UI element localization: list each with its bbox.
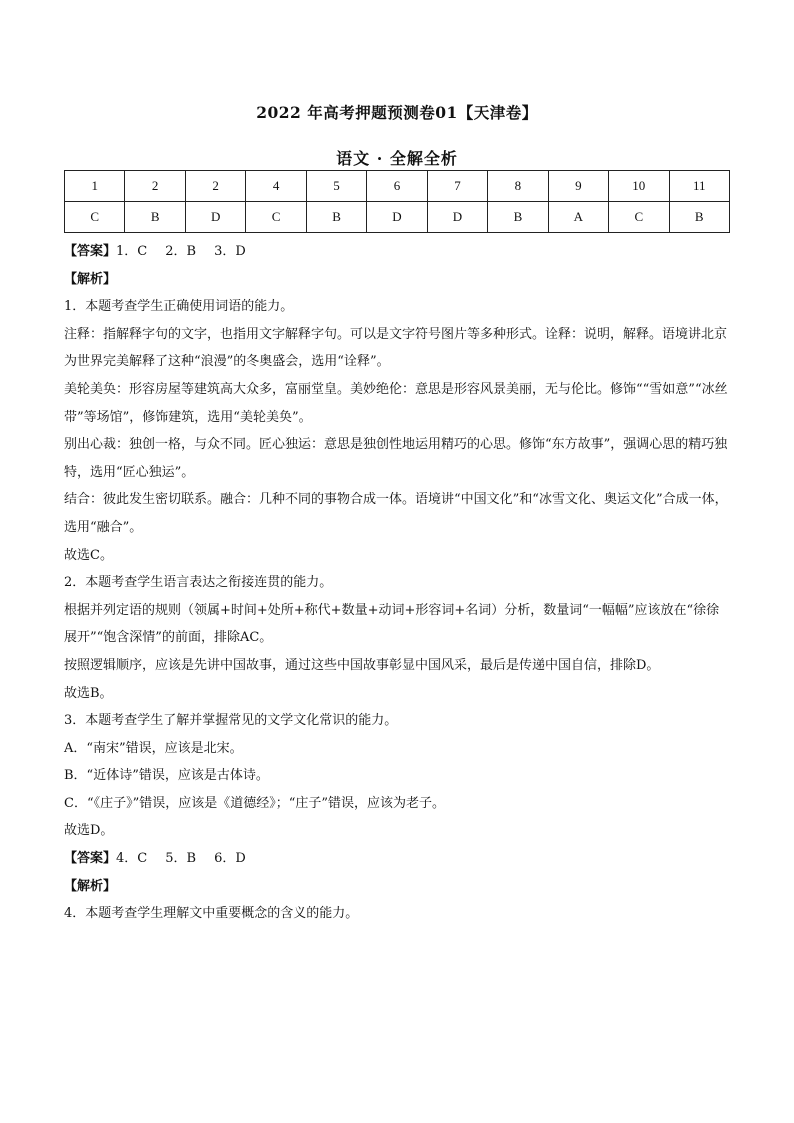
answer-item: 6．D (214, 851, 246, 867)
answer-line (64, 845, 730, 873)
answer-letter: B (488, 202, 548, 233)
answer-letter: D (185, 202, 245, 233)
answer-item: 1．C (116, 244, 148, 259)
analysis-label: 【解析】 (64, 271, 117, 287)
question-number: 10 (609, 171, 669, 202)
answer-item: 4．C (116, 851, 148, 867)
answer-table-number-row (65, 171, 730, 202)
paragraph: 2．本题考查学生语言表达之衔接连贯的能力。 (64, 575, 333, 591)
question-number: 11 (669, 171, 729, 202)
answer-table-answer-row (65, 202, 730, 233)
question-number: 7 (427, 171, 487, 202)
paragraph: 故选D。 (64, 823, 114, 839)
paragraph: 4．本题考查学生理解文中重要概念的含义的能力。 (64, 906, 359, 922)
question-number: 2 (185, 171, 245, 202)
paragraph: 根据并列定语的规则（领属+时间+处所+称代+数量+动词+形容词+名词）分析，数量词“一幅幅”应该放在“徐徐展开”“饱含深情”的前面，排除AC。 (64, 602, 720, 646)
paragraph: 美轮美奂：形容房屋等建筑高大众多，富丽堂皇。美妙绝伦：意思是形容风景美丽，无与伦比。修饰““雪如意”“冰丝带”等场馆”，修饰建筑，选用“美轮美奂”。 (64, 381, 728, 425)
paragraph: B．“近体诗”错误，应该是古体诗。 (64, 768, 269, 784)
paragraph: 1．本题考查学生正确使用词语的能力。 (64, 299, 294, 315)
answer-item: 5．B (165, 851, 197, 867)
question-number: 5 (306, 171, 366, 202)
answer-letter: C (65, 202, 125, 233)
question-number: 6 (367, 171, 427, 202)
answer-letter: D (427, 202, 487, 233)
answer-letter: A (548, 202, 608, 233)
paragraph: 故选B。 (64, 685, 113, 701)
paragraph: 结合：彼此发生密切联系。融合：几种不同的事物合成一体。语境讲“中国文化”和“冰雪文化、奥运文化”合成一体，选用“融合”。 (64, 492, 728, 535)
paragraph: 3．本题考查学生了解并掌握常见的文学文化常识的能力。 (64, 713, 398, 729)
paragraph: A．“南宋”错误，应该是北宋。 (64, 740, 243, 756)
answer-item: 2．B (165, 244, 197, 259)
paragraph: 按照逻辑顺序，应该是先讲中国故事，通过这些中国故事彰显中国风采，最后是传递中国自信，排除D。 (64, 657, 660, 673)
paragraph: 别出心裁：独创一格，与众不同。匠心独运：意思是独创性地运用精巧的心思。修饰“东方故事”，强调心思的精巧独特，选用“匠心独运”。 (64, 437, 728, 480)
question-number: 4 (246, 171, 306, 202)
answer-letter: D (367, 202, 427, 233)
question-number: 8 (488, 171, 548, 202)
paragraph: C．“《庄子》”错误，应该是《道德经》；“庄子”错误，应该为老子。 (64, 795, 446, 811)
answer-label: 【答案】 (64, 244, 117, 259)
analysis-label: 【解析】 (64, 878, 117, 894)
question-number: 1 (65, 171, 125, 202)
paragraph: 注释：指解释字句的文字，也指用文字解释字句。可以是文字符号图片等多种形式。诠释：说明，解释。语境讲北京为世界完美解释了这种“浪漫”的冬奥盛会，选用“诠释”。 (64, 326, 728, 370)
document-body (64, 238, 730, 928)
answer-letter: B (125, 202, 185, 233)
answer-letter: C (246, 202, 306, 233)
answer-item: 3．D (214, 244, 246, 259)
answer-table (64, 170, 730, 233)
answer-label: 【答案】 (64, 851, 117, 867)
document-title: 2022 年高考押题预测卷01【天津卷】 (256, 103, 538, 122)
answer-letter: C (609, 202, 669, 233)
paragraph: 故选C。 (64, 547, 113, 563)
document-subtitle: 语文 · 全解全析 (336, 149, 458, 168)
question-number: 2 (125, 171, 185, 202)
question-number: 9 (548, 171, 608, 202)
answer-letter: B (306, 202, 366, 233)
answer-line (64, 238, 730, 266)
answer-letter: B (669, 202, 729, 233)
